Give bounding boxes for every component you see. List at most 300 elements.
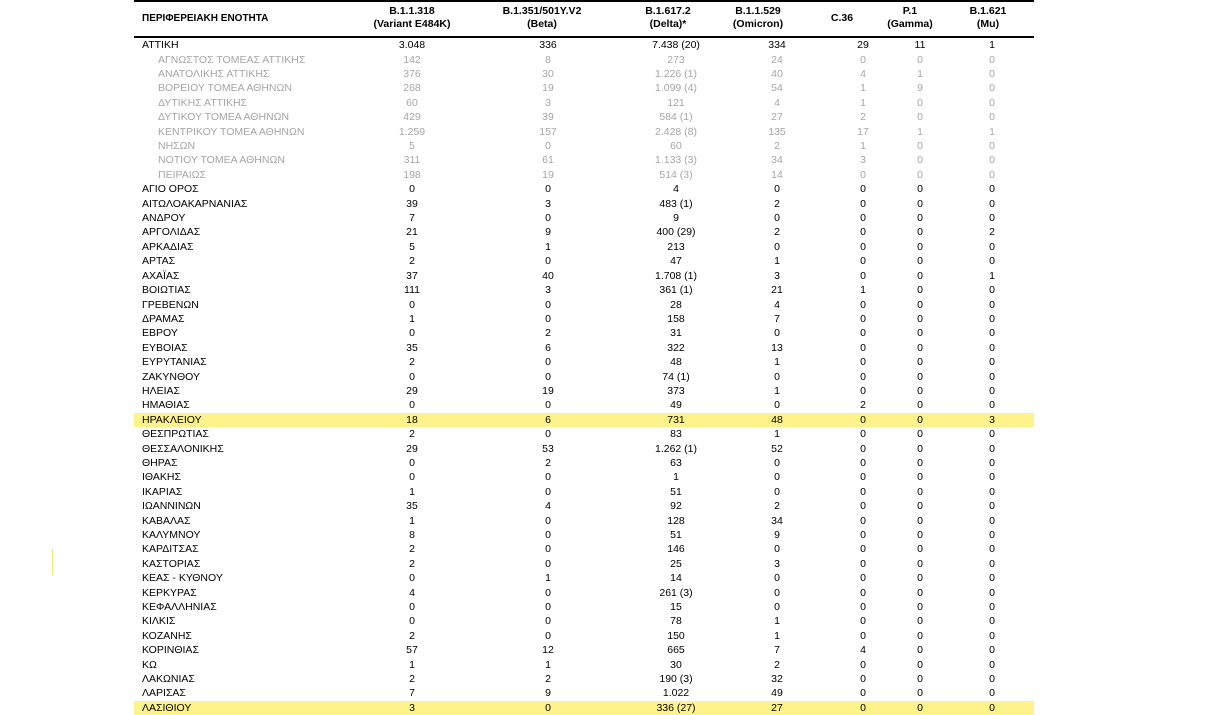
value-cell: 2	[409, 428, 415, 441]
value-cell: 273	[667, 53, 685, 66]
region-name-cell: ΚΩ	[142, 658, 157, 671]
value-cell: 0	[545, 615, 551, 628]
value-cell: 0	[950, 701, 1034, 715]
table-row	[134, 456, 1034, 470]
region-name-cell: ΕΥΡΥΤΑΝΙΑΣ	[142, 356, 207, 369]
region-name-cell: ΛΑΚΩΝΙΑΣ	[142, 673, 195, 686]
value-cell: 0	[989, 456, 995, 469]
value-cell: 3	[362, 701, 462, 715]
region-name-cell: ΠΕΙΡΑΙΩΣ	[158, 168, 206, 181]
value-cell: 0	[917, 629, 923, 642]
value-cell: 0	[917, 456, 923, 469]
column-header-sub: (Delta)*	[649, 18, 687, 30]
region-name-cell: ΑΧΑΪΑΣ	[142, 269, 180, 282]
value-cell: 0	[836, 413, 890, 427]
value-cell: 665	[667, 644, 685, 657]
value-cell: 0	[917, 356, 923, 369]
value-cell: 0	[860, 442, 866, 455]
value-cell: 0	[917, 485, 923, 498]
table-row	[134, 326, 1034, 340]
value-cell: 198	[403, 168, 421, 181]
value-cell: 21	[771, 284, 783, 297]
value-cell: 61	[542, 154, 554, 167]
value-cell: 0	[917, 183, 923, 196]
value-cell: 0	[989, 168, 995, 181]
value-cell: 34	[771, 154, 783, 167]
value-cell: 128	[667, 514, 685, 527]
value-cell: 3	[545, 96, 551, 109]
value-cell: 0	[545, 370, 551, 383]
value-cell: 0	[545, 471, 551, 484]
value-cell: 9	[545, 226, 551, 239]
value-cell: 3	[950, 413, 1034, 427]
value-cell: 0	[989, 485, 995, 498]
value-cell: 39	[406, 197, 418, 210]
table-row	[134, 499, 1034, 513]
value-cell: 0	[409, 615, 415, 628]
value-cell: 0	[989, 183, 995, 196]
region-column-header: ΠΕΡΙΦΕΡΕΙΑΚΗ ΕΝΟΤΗΤΑ	[142, 13, 269, 24]
value-cell: 32	[771, 673, 783, 686]
value-cell: 111	[404, 284, 420, 297]
table-row	[134, 470, 1034, 484]
value-cell: 400 (29)	[656, 226, 696, 239]
value-cell: 30	[670, 658, 682, 671]
value-cell: 7	[409, 212, 415, 225]
value-cell: 0	[917, 240, 923, 253]
value-cell: 1	[989, 39, 995, 52]
value-cell: 0	[890, 413, 950, 427]
value-cell: 142	[403, 53, 421, 66]
region-name-cell: ΚΕΝΤΡΙΚΟΥ ΤΟΜΕΑ ΑΘΗΝΩΝ	[158, 125, 305, 138]
value-cell: 0	[774, 485, 780, 498]
table-row	[134, 182, 1034, 196]
table-row	[134, 254, 1034, 268]
value-cell: 49	[670, 399, 682, 412]
table-row	[134, 312, 1034, 326]
value-cell: 0	[860, 356, 866, 369]
value-cell: 17	[857, 125, 869, 138]
value-cell: 0	[989, 673, 995, 686]
value-cell: 0	[860, 341, 866, 354]
value-cell: 731	[634, 413, 718, 427]
value-cell: 0	[989, 543, 995, 556]
value-cell: 4	[774, 298, 780, 311]
table-row	[134, 542, 1034, 556]
value-cell: 0	[917, 442, 923, 455]
value-cell: 4	[409, 586, 415, 599]
table-row	[134, 168, 1034, 182]
region-name-cell: ΙΘΑΚΗΣ	[142, 471, 181, 484]
value-cell: 1	[860, 284, 866, 297]
table-row	[134, 153, 1034, 167]
margin-highlight-mark	[52, 549, 53, 575]
region-name-cell: ΚΑΒΑΛΑΣ	[142, 514, 191, 527]
value-cell: 3	[774, 269, 780, 282]
value-cell: 0	[890, 701, 950, 715]
table-row	[134, 196, 1034, 210]
value-cell: 1	[860, 82, 866, 95]
value-cell: 0	[917, 687, 923, 700]
value-cell: 1.708 (1)	[654, 269, 698, 282]
value-cell: 373	[667, 384, 685, 397]
region-name-cell: ΔΡΑΜΑΣ	[142, 312, 185, 325]
value-cell: 29	[406, 384, 418, 397]
value-cell: 0	[989, 312, 995, 325]
value-cell: 1.226 (1)	[654, 68, 698, 81]
value-cell: 0	[917, 327, 923, 340]
value-cell: 2	[409, 557, 415, 570]
value-cell: 0	[545, 356, 551, 369]
value-cell: 83	[670, 428, 682, 441]
value-cell: 1	[409, 312, 415, 325]
value-cell: 2	[774, 500, 780, 513]
value-cell: 0	[989, 687, 995, 700]
column-header-sub: (Variant E484K)	[373, 18, 451, 30]
value-cell: 0	[409, 471, 415, 484]
value-cell: 2	[860, 399, 866, 412]
value-cell: 0	[545, 514, 551, 527]
value-cell: 0	[860, 269, 866, 282]
value-cell: 0	[545, 543, 551, 556]
column-header-omicron	[718, 5, 798, 37]
value-cell: 0	[989, 629, 995, 642]
value-cell: 361 (1)	[659, 284, 693, 297]
value-cell: 53	[542, 442, 554, 455]
region-name-cell: ΚΑΣΤΟΡΙΑΣ	[142, 557, 201, 570]
value-cell: 0	[860, 370, 866, 383]
table-row	[134, 600, 1034, 614]
value-cell: 0	[545, 557, 551, 570]
value-cell: 29	[857, 39, 869, 52]
value-cell: 6	[545, 341, 551, 354]
value-cell: 14	[670, 572, 682, 585]
value-cell: 0	[989, 212, 995, 225]
column-header-code: B.1.1.318	[389, 5, 435, 17]
value-cell: 0	[917, 168, 923, 181]
region-name-cell: ΚΟΖΑΝΗΣ	[142, 629, 192, 642]
value-cell: 2	[409, 356, 415, 369]
value-cell: 3	[545, 197, 551, 210]
value-cell: 1	[673, 471, 679, 484]
value-cell: 19	[542, 384, 554, 397]
value-cell: 0	[989, 384, 995, 397]
value-cell: 0	[860, 529, 866, 542]
table-row	[134, 139, 1034, 153]
region-name-cell: ΚΑΛΥΜΝΟΥ	[142, 529, 201, 542]
table-row	[134, 52, 1034, 66]
table-row	[134, 240, 1034, 254]
value-cell: 0	[774, 601, 780, 614]
value-cell: 0	[989, 442, 995, 455]
value-cell: 18	[362, 413, 462, 427]
value-cell: 48	[670, 356, 682, 369]
value-cell: 6	[462, 413, 634, 427]
value-cell: 1	[917, 68, 923, 81]
value-cell: 47	[670, 255, 682, 268]
value-cell: 0	[989, 572, 995, 585]
value-cell: 1	[545, 240, 551, 253]
value-cell: 1	[545, 572, 551, 585]
region-name-cell: ΚΙΛΚΙΣ	[142, 615, 176, 628]
value-cell: 0	[860, 500, 866, 513]
value-cell: 135	[768, 125, 786, 138]
value-cell: 1	[774, 615, 780, 628]
value-cell: 19	[542, 82, 554, 95]
value-cell: 7	[774, 312, 780, 325]
value-cell: 2	[774, 197, 780, 210]
value-cell: 92	[670, 500, 682, 513]
value-cell: 1	[860, 140, 866, 153]
value-cell: 51	[670, 529, 682, 542]
value-cell: 0	[917, 673, 923, 686]
table-row	[134, 124, 1034, 138]
table-row	[134, 427, 1034, 441]
region-name-cell: ΕΥΒΟΙΑΣ	[142, 341, 188, 354]
value-cell: 0	[989, 111, 995, 124]
value-cell: 4	[774, 96, 780, 109]
value-cell: 9	[545, 687, 551, 700]
value-cell: 0	[989, 370, 995, 383]
column-header-b11318	[362, 5, 462, 37]
value-cell: 0	[836, 701, 890, 715]
region-name-cell: ΙΚΑΡΙΑΣ	[142, 485, 183, 498]
table-row	[134, 398, 1034, 412]
value-cell: 0	[989, 341, 995, 354]
value-cell: 0	[989, 240, 995, 253]
value-cell: 584 (1)	[659, 111, 693, 124]
value-cell: 0	[860, 312, 866, 325]
value-cell: 0	[917, 96, 923, 109]
table-row	[134, 355, 1034, 369]
value-cell: 157	[539, 125, 557, 138]
value-cell: 0	[774, 456, 780, 469]
region-name-cell: ΑΓΝΩΣΤΟΣ ΤΟΜΕΑΣ ΑΤΤΙΚΗΣ	[158, 53, 306, 66]
value-cell: 60	[670, 140, 682, 153]
value-cell: 27	[718, 701, 836, 715]
value-cell: 2	[409, 629, 415, 642]
value-cell: 0	[989, 327, 995, 340]
value-cell: 2	[409, 255, 415, 268]
table-row	[134, 211, 1034, 225]
value-cell: 29	[406, 442, 418, 455]
value-cell: 0	[774, 399, 780, 412]
value-cell: 0	[917, 255, 923, 268]
value-cell: 35	[406, 500, 418, 513]
value-cell: 0	[917, 658, 923, 671]
value-cell: 2	[409, 543, 415, 556]
value-cell: 1	[409, 485, 415, 498]
region-name-cell: ΑΝΑΤΟΛΙΚΗΣ ΑΤΤΙΚΗΣ	[158, 68, 270, 81]
table-row	[134, 413, 1034, 427]
region-name-cell: ΚΕΡΚΥΡΑΣ	[142, 586, 197, 599]
region-name-cell: ΒΟΡΕΙΟΥ ΤΟΜΕΑ ΑΘΗΝΩΝ	[158, 82, 292, 95]
value-cell: 39	[542, 111, 554, 124]
value-cell: 0	[774, 543, 780, 556]
value-cell: 0	[917, 269, 923, 282]
value-cell: 0	[860, 183, 866, 196]
table-row	[134, 384, 1034, 398]
value-cell: 1.259	[398, 125, 426, 138]
value-cell: 0	[409, 601, 415, 614]
value-cell: 213	[667, 240, 685, 253]
value-cell: 121	[667, 96, 685, 109]
value-cell: 1	[774, 428, 780, 441]
value-cell: 429	[403, 111, 421, 124]
value-cell: 0	[917, 529, 923, 542]
region-name-cell: ΑΡΚΑΔΙΑΣ	[142, 240, 194, 253]
region-name-cell: ΚΟΡΙΝΘΙΑΣ	[142, 644, 199, 657]
value-cell: 0	[409, 327, 415, 340]
value-cell: 0	[774, 572, 780, 585]
value-cell: 0	[917, 644, 923, 657]
value-cell: 0	[917, 312, 923, 325]
value-cell: 1.022	[662, 687, 690, 700]
value-cell: 0	[917, 572, 923, 585]
value-cell: 0	[860, 384, 866, 397]
value-cell: 0	[917, 370, 923, 383]
value-cell: 0	[409, 399, 415, 412]
value-cell: 31	[670, 327, 682, 340]
value-cell: 4	[545, 500, 551, 513]
value-cell: 0	[774, 183, 780, 196]
value-cell: 0	[917, 601, 923, 614]
region-name-cell: ΑΝΔΡΟΥ	[142, 212, 186, 225]
value-cell: 28	[670, 298, 682, 311]
value-cell: 0	[989, 255, 995, 268]
value-cell: 3	[545, 284, 551, 297]
value-cell: 0	[917, 586, 923, 599]
value-cell: 48	[718, 413, 836, 427]
value-cell: 0	[774, 212, 780, 225]
value-cell: 1	[774, 629, 780, 642]
column-header-sub: (Beta)	[527, 18, 557, 30]
region-name-cell: ΑΤΤΙΚΗ	[142, 39, 179, 52]
value-cell: 0	[409, 370, 415, 383]
value-cell: 2	[774, 658, 780, 671]
value-cell: 336 (27)	[634, 701, 718, 715]
value-cell: 0	[917, 284, 923, 297]
value-cell: 0	[860, 586, 866, 599]
value-cell: 60	[406, 96, 418, 109]
value-cell: 0	[917, 471, 923, 484]
value-cell: 0	[989, 615, 995, 628]
value-cell: 0	[917, 500, 923, 513]
value-cell: 0	[989, 601, 995, 614]
value-cell: 0	[860, 240, 866, 253]
value-cell: 0	[860, 298, 866, 311]
value-cell: 0	[917, 197, 923, 210]
value-cell: 0	[774, 586, 780, 599]
region-name-cell: ΔΥΤΙΚΗΣ ΑΤΤΙΚΗΣ	[158, 96, 248, 109]
table-row	[134, 528, 1034, 542]
value-cell: 190 (3)	[659, 673, 693, 686]
value-cell: 57	[406, 644, 418, 657]
region-name-cell: ΖΑΚΥΝΘΟΥ	[142, 370, 201, 383]
table-row	[134, 67, 1034, 81]
value-cell: 21	[406, 226, 418, 239]
value-cell: 0	[860, 212, 866, 225]
value-cell: 0	[917, 543, 923, 556]
table-row	[134, 341, 1034, 355]
value-cell: 0	[989, 644, 995, 657]
column-header-delta	[618, 5, 718, 37]
region-name-cell: ΝΗΣΩΝ	[158, 140, 196, 153]
value-cell: 1	[774, 255, 780, 268]
value-cell: 1	[989, 125, 995, 138]
value-cell: 0	[989, 514, 995, 527]
value-cell: 0	[860, 226, 866, 239]
value-cell: 336	[539, 39, 557, 52]
value-cell: 4	[860, 68, 866, 81]
value-cell: 0	[917, 111, 923, 124]
value-cell: 3.048	[398, 39, 426, 52]
value-cell: 8	[545, 53, 551, 66]
value-cell: 0	[989, 140, 995, 153]
value-cell: 0	[860, 658, 866, 671]
column-header-sub: (Mu)	[976, 18, 1000, 30]
value-cell: 0	[917, 557, 923, 570]
value-cell: 2	[989, 226, 995, 239]
top-rule	[134, 0, 1034, 2]
table-row	[134, 686, 1034, 700]
value-cell: 2.428 (8)	[654, 125, 698, 138]
table-row	[134, 557, 1034, 571]
value-cell: 514 (3)	[659, 168, 693, 181]
value-cell: 63	[670, 456, 682, 469]
value-cell: 4	[673, 183, 679, 196]
value-cell: 0	[545, 601, 551, 614]
value-cell: 5	[409, 140, 415, 153]
value-cell: 9	[673, 212, 679, 225]
value-cell: 52	[771, 442, 783, 455]
table-row	[134, 110, 1034, 124]
table-row	[134, 701, 1034, 715]
value-cell: 0	[545, 485, 551, 498]
value-cell: 1	[774, 384, 780, 397]
value-cell: 0	[860, 673, 866, 686]
table-row	[134, 672, 1034, 686]
value-cell: 158	[667, 312, 685, 325]
region-name-cell: ΘΕΣΠΡΩΤΙΑΣ	[142, 428, 209, 441]
value-cell: 30	[542, 68, 554, 81]
table-row	[134, 513, 1034, 527]
value-cell: 11	[914, 39, 926, 52]
value-cell: 51	[670, 485, 682, 498]
column-header-code: P.1	[902, 5, 918, 17]
value-cell: 0	[860, 601, 866, 614]
value-cell: 0	[860, 687, 866, 700]
value-cell: 150	[667, 629, 685, 642]
value-cell: 1	[545, 658, 551, 671]
value-cell: 0	[989, 529, 995, 542]
value-cell: 0	[917, 615, 923, 628]
table-row	[134, 283, 1034, 297]
table-row	[134, 225, 1034, 239]
table-row	[134, 571, 1034, 585]
region-name-cell: ΕΒΡΟΥ	[142, 327, 178, 340]
table-row	[134, 614, 1034, 628]
column-header-code: B.1.621	[969, 5, 1007, 17]
value-cell: 0	[989, 68, 995, 81]
value-cell: 0	[860, 485, 866, 498]
value-cell: 7	[409, 687, 415, 700]
value-cell: 0	[989, 356, 995, 369]
region-name-cell: ΛΑΣΙΘΙΟΥ	[134, 701, 362, 715]
table-row	[134, 643, 1034, 657]
value-cell: 0	[545, 399, 551, 412]
value-cell: 37	[406, 269, 418, 282]
